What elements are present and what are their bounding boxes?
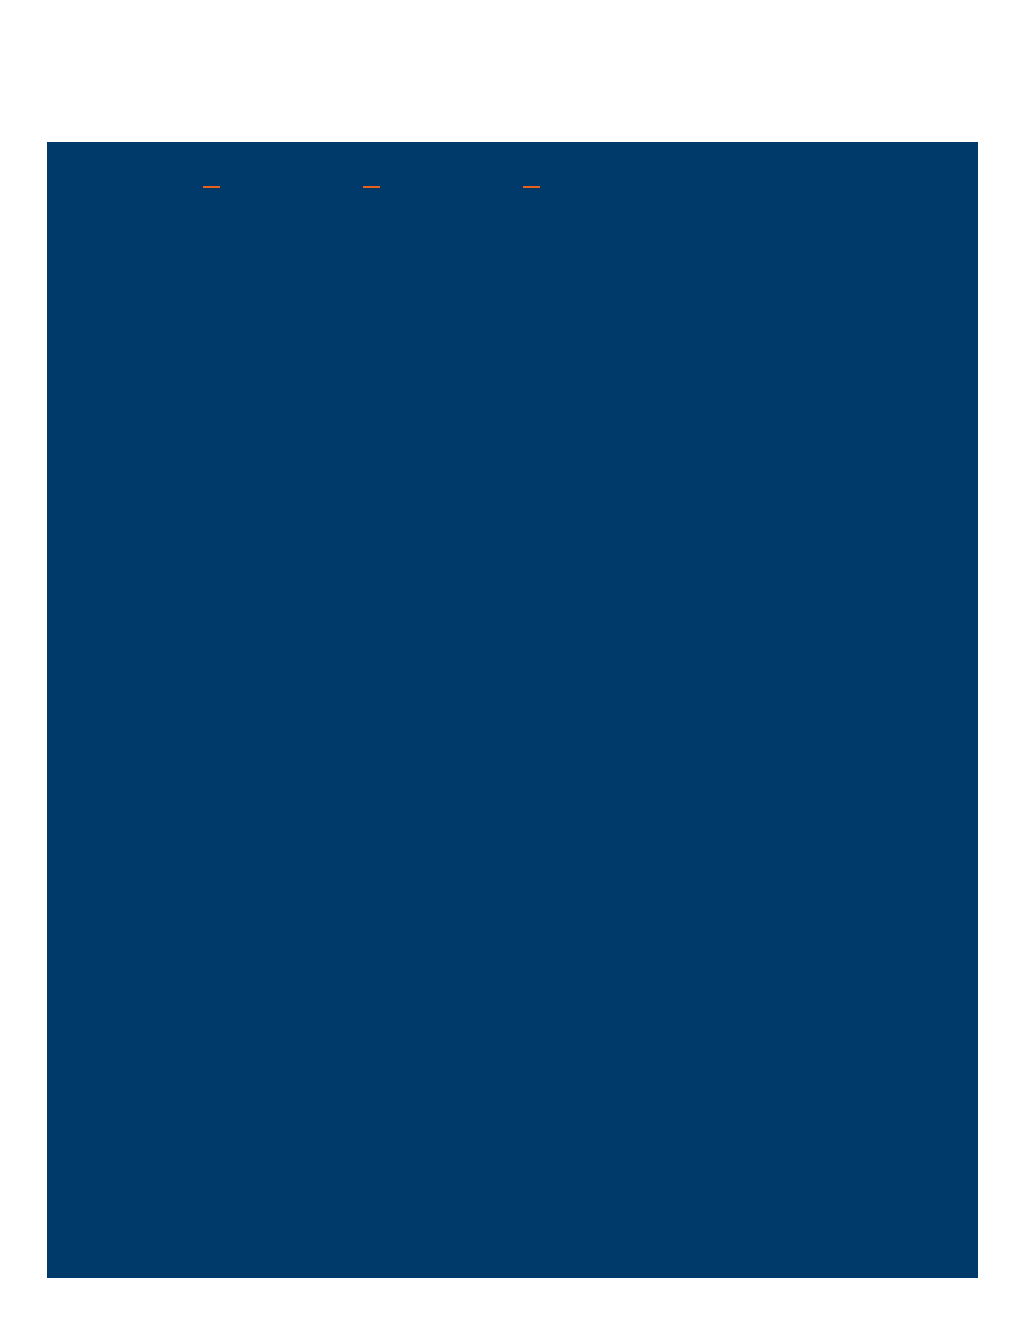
recent-posts-title xyxy=(203,169,342,181)
title-underline xyxy=(363,186,380,188)
title-underline xyxy=(523,186,540,188)
title-underline xyxy=(203,186,220,188)
archives-widget xyxy=(363,169,504,194)
menu-title xyxy=(523,169,664,181)
menu-widget xyxy=(523,169,664,194)
recent-posts-widget xyxy=(203,169,342,194)
site-footer xyxy=(47,142,978,1278)
archives-title xyxy=(363,169,504,181)
